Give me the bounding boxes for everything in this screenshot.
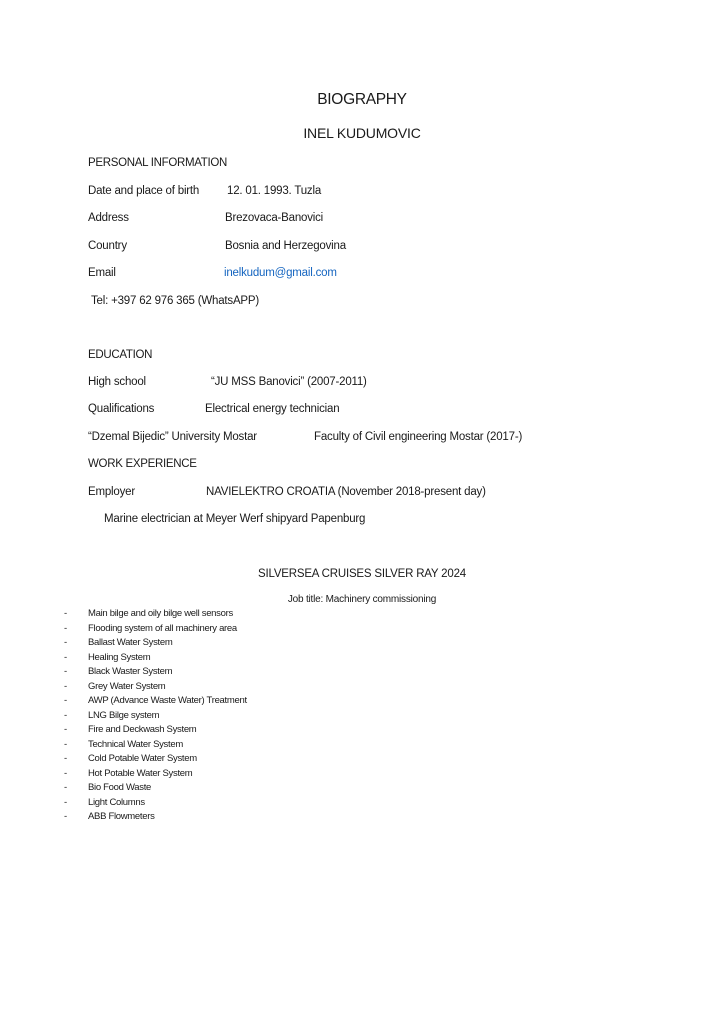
list-dash: - [64,753,67,764]
qualifications-value: Electrical energy technician [205,403,340,415]
list-dash: - [64,637,67,648]
job-title: Job title: Machinery commissioning [287,594,437,605]
list-dash: - [64,695,67,706]
list-dash: - [64,811,67,822]
country-value: Bosnia and Herzegovina [225,240,346,252]
list-dash: - [64,680,67,692]
education-heading: EDUCATION [88,349,153,361]
personal-info-heading: PERSONAL INFORMATION [88,157,228,169]
list-dash: - [64,724,67,735]
list-item-text: Light Columns [88,796,145,808]
list-item-text: Main bilge and oily bilge well sensors [88,608,233,619]
birth-value: 12. 01. 1993. Tuzla [227,185,322,197]
list-item-text: LNG Bilge system [88,709,160,721]
list-dash: - [64,782,67,793]
list-item-text: Black Waster System [88,666,173,677]
employer-value: NAVIELEKTRO CROATIA (November 2018-present day) [206,486,486,498]
list-item-text: Bio Food Waste [88,782,152,793]
email-label: Email [88,267,116,279]
work-role: Marine electrician at Meyer Werf shipyard Papenburg [104,513,366,525]
list-item-text: Cold Potable Water System [88,753,197,764]
highschool-label: High school [88,376,146,388]
document-title: BIOGRAPHY [317,91,407,108]
list-item-text: Healing System [88,651,151,663]
address-value: Brezovaca-Banovici [225,212,324,224]
country-label: Country [88,240,127,252]
highschool-value: “JU MSS Banovici” (2007-2011) [211,376,367,388]
list-dash: - [64,651,67,663]
list-dash: - [64,796,67,808]
birth-label: Date and place of birth [88,185,200,197]
list-dash: - [64,666,67,677]
list-item-text: Ballast Water System [88,637,173,648]
address-label: Address [88,212,129,224]
person-name: INEL KUDUMOVIC [303,125,421,141]
list-dash: - [64,738,67,750]
email-link[interactable]: inelkudum@gmail.com [224,267,337,279]
list-item-text: Fire and Deckwash System [88,724,197,735]
list-item-text: Grey Water System [88,680,166,692]
list-item-text: ABB Flowmeters [88,811,155,822]
list-item-text: Technical Water System [88,738,183,750]
employer-label: Employer [88,486,135,498]
list-item-text: Flooding system of all machinery area [88,622,237,634]
list-item-text: Hot Potable Water System [88,767,193,779]
telephone: Tel: +397 62 976 365 (WhatsAPP) [91,295,260,307]
list-dash: - [64,622,67,634]
list-dash: - [64,767,67,779]
work-experience-heading: WORK EXPERIENCE [88,458,197,470]
faculty: Faculty of Civil engineering Mostar (2017-) [314,431,523,443]
list-dash: - [64,709,67,721]
list-dash: - [64,608,67,619]
project-title: SILVERSEA CRUISES SILVER RAY 2024 [258,568,466,580]
qualifications-label: Qualifications [88,403,155,415]
university: “Dzemal Bijedic” University Mostar [88,431,257,443]
list-item-text: AWP (Advance Waste Water) Treatment [88,695,247,706]
